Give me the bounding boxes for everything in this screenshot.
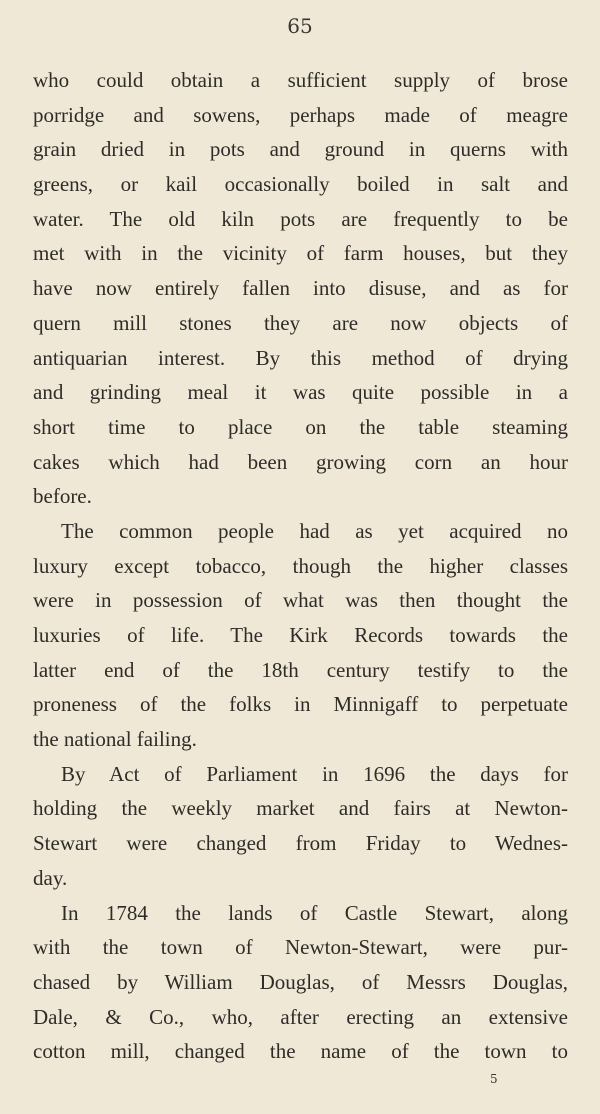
body-text: [33, 63, 568, 1069]
text-line: The common people had as yet acquired no: [61, 518, 568, 543]
text-line: day.: [33, 865, 68, 890]
text-line: luxuries of life. The Kirk Records towards the: [33, 623, 568, 647]
text-line: Dale, & Co., who, after erecting an extensive: [33, 1004, 568, 1029]
text-line: latter end of the 18th century testify to the: [33, 657, 568, 682]
text-line: By Act of Parliament in 1696 the days for: [61, 761, 568, 786]
signature-mark: 5: [490, 1072, 498, 1086]
text-line: Stewart were changed from Friday to Wednes-: [33, 831, 568, 856]
text-line: cotton mill, changed the name of the town to: [33, 1039, 568, 1064]
text-line: short time to place on the table steaming: [33, 414, 568, 439]
text-line: and grinding meal it was quite possible in a: [33, 380, 568, 405]
text-line: have now entirely fallen into disuse, and as for: [33, 276, 568, 301]
text-line: luxury except tobacco, though the higher classes: [33, 553, 568, 578]
text-line: quern mill stones they are now objects of: [33, 310, 568, 335]
text-line: water. The old kiln pots are frequently to be: [33, 206, 568, 231]
text-line: antiquarian interest. By this method of drying: [33, 345, 568, 370]
text-line: who could obtain a sufficient supply of brose: [33, 68, 568, 92]
text-line: porridge and sowens, perhaps made of meagre: [33, 102, 568, 127]
text-line: holding the weekly market and fairs at Newton-: [33, 796, 568, 821]
text-line: before.: [33, 484, 92, 509]
text-line: In 1784 the lands of Castle Stewart, along: [61, 900, 568, 925]
page-number: 65: [287, 14, 313, 38]
text-line: cakes which had been growing corn an hour: [33, 449, 568, 474]
text-line: greens, or kail occasionally boiled in salt and: [33, 172, 568, 197]
text-line: proneness of the folks in Minnigaff to perpetuate: [33, 692, 568, 717]
text-line: the national failing.: [33, 727, 197, 752]
text-line: with the town of Newton-Stewart, were pur-: [33, 935, 568, 960]
text-line: chased by William Douglas, of Messrs Douglas,: [33, 969, 568, 994]
text-line: were in possession of what was then thought the: [33, 588, 568, 613]
text-line: met with in the vicinity of farm houses, but they: [33, 241, 568, 266]
text-line: grain dried in pots and ground in querns with: [33, 137, 568, 162]
